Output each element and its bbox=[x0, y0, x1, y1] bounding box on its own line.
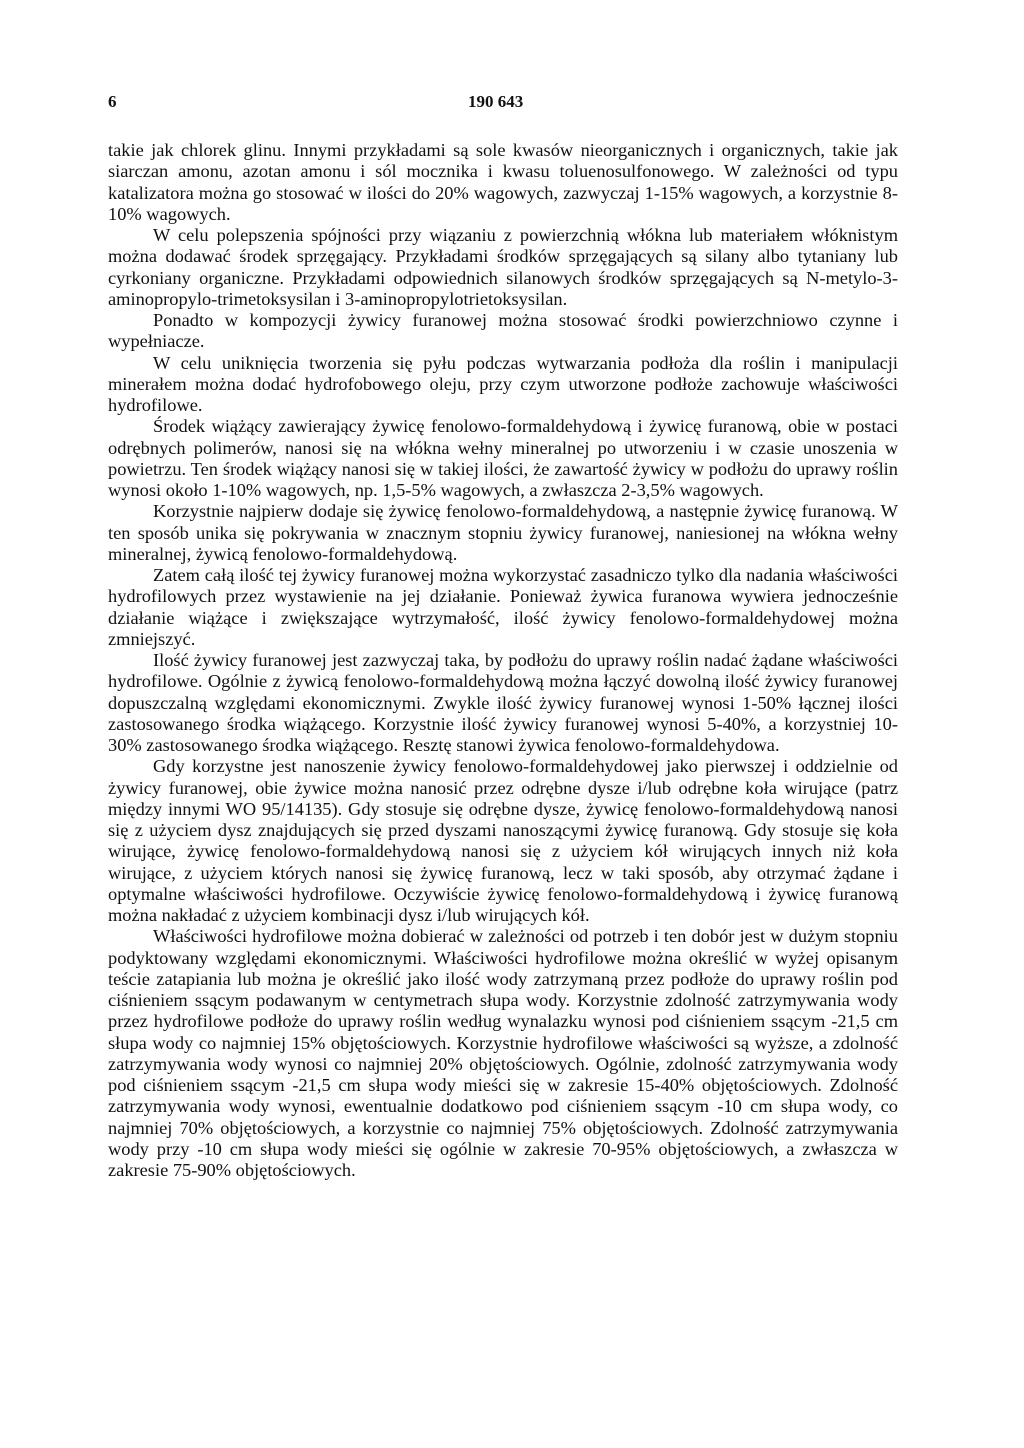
paragraph-application-order: Korzystnie najpierw dodaje się żywicę fenolowo-formaldehydową, a następnie żywicę furanową. W ten sposób unika się pokrywania w znacznym stopniu żywicy furanowej, naniesionej na włókna wełny mineralnej, żywicą fenolowo-formaldehydową. bbox=[108, 501, 898, 564]
page-number: 6 bbox=[108, 92, 117, 111]
paragraph-coupling-agent: W celu polepszenia spójności przy wiązaniu z powierzchnią włókna lub materiałem włóknistym można dodawać środek sprzęgający. Przykładami środków sprzęgających są silany albo tytaniany lub cyrkoniany organiczne. Przykładami odpowiednich silanowych środków sprzęgających są N-metylo-3-aminopropylo-trimetoksysilan i 3-aminopropylotrietoksysilan. bbox=[108, 225, 898, 309]
document-number: 190 643 bbox=[468, 92, 524, 111]
paragraph-nozzles-wheels: Gdy korzystne jest nanoszenie żywicy fenolowo-formaldehydowej jako pierwszej i oddzielnie od żywicy furanowej, obie żywice można nanosić przez odrębne dysze i/lub odrębne koła wirujące (patrz między innymi WO 95/14135). Gdy stosuje się odrębne dysze, żywicę fenolowo-formaldehydową nanosi się z użyciem dysz znajdujących się przed dyszami nanoszącymi żywicę furanową. Gdy stosuje się koła wirujące, żywicę fenolowo-formaldehydową nanosi się z użyciem kół wirujących innych niż koła wirujące, z użyciem których nanosi się żywicę furanową, lecz w taki sposób, aby otrzymać żądane i optymalne właściwości hydrofilowe. Oczywiście żywicę fenolowo-formaldehydową i żywicę furanową można nakładać z użyciem kombinacji dysz i/lub wirujących kół. bbox=[108, 756, 898, 925]
paragraph-dust-prevention: W celu uniknięcia tworzenia się pyłu podczas wytwarzania podłoża dla roślin i manipulacji minerałem można dodać hydrofobowego oleju, przy czym utworzone podłoże zachowuje właściwości hydrofilowe. bbox=[108, 352, 898, 415]
paragraph-hydrophilic-use: Zatem całą ilość tej żywicy furanowej można wykorzystać zasadniczo tylko dla nadania właściwości hydrofilowych przez wystawienie na jej działanie. Ponieważ żywica furanowa wywiera jednocześnie działanie wiążące i zwiększające wytrzymałość, ilość żywicy fenolowo-formaldehydowej można zmniejszyć. bbox=[108, 565, 898, 649]
paragraph-binder-application: Środek wiążący zawierający żywicę fenolowo-formaldehydową i żywicę furanową, obie w postaci odrębnych polimerów, nanosi się na włókna wełny mineralnej po utworzeniu i w czasie unoszenia w powietrzu. Ten środek wiążący nanosi się w takiej ilości, że zawartość żywicy w podłożu do uprawy roślin wynosi około 1-10% wagowych, np. 1,5-5% wagowych, a zwłaszcza 2-3,5% wagowych. bbox=[108, 416, 898, 500]
paragraph-catalyst: takie jak chlorek glinu. Innymi przykładami są sole kwasów nieorganicznych i organicznych, takie jak siarczan amonu, azotan amonu i sól mocznika i kwasu toluenosulfonowego. W zależności od typu katalizatora można go stosować w ilości do 20% wagowych, zazwyczaj 1-15% wagowych, a korzystnie 8-10% wagowych. bbox=[108, 140, 898, 224]
paragraph-furan-amount: Ilość żywicy furanowej jest zazwyczaj taka, by podłożu do uprawy roślin nadać żądane właściwości hydrofilowe. Ogólnie z żywicą fenolowo-formaldehydową można łączyć dowolną ilość żywicy furanowej dopuszczalną względami ekonomicznymi. Zwykle ilość żywicy furanowej wynosi 1-50% łącznej ilości zastosowanego środka wiążącego. Korzystnie ilość żywicy furanowej wynosi 5-40%, a korzystniej 10-30% zastosowanego środka wiążącego. Resztę stanowi żywica fenolowo-formaldehydowa. bbox=[108, 650, 898, 755]
body-text bbox=[108, 140, 898, 1181]
paragraph-surfactants: Ponadto w kompozycji żywicy furanowej można stosować środki powierzchniowo czynne i wypełniacze. bbox=[108, 310, 898, 352]
paragraph-water-retention: Właściwości hydrofilowe można dobierać w zależności od potrzeb i ten dobór jest w dużym stopniu podyktowany względami ekonomicznymi. Właściwości hydrofilowe można określić w wyżej opisanym teście zatapiania lub można je określić jako ilość wody zatrzymaną przez podłoże do uprawy roślin pod ciśnieniem ssącym podawanym w centymetrach słupa wody. Korzystnie zdolność zatrzymywania wody przez hydrofilowe podłoże do uprawy roślin według wynalazku wynosi pod ciśnieniem ssącym -21,5 cm słupa wody co najmniej 15% objętościowych. Korzystnie hydrofilowe właściwości są wyższe, a zdolność zatrzymywania wody wynosi co najmniej 20% objętościowych. Ogólnie, zdolność zatrzymywania wody pod ciśnieniem ssącym -21,5 cm słupa wody mieści się w zakresie 15-40% objętościowych. Zdolność zatrzymywania wody wynosi, ewentualnie dodatkowo pod ciśnieniem ssącym -10 cm słupa wody, co najmniej 70% objętościowych, a korzystnie co najmniej 75% objętościowych. Zdolność zatrzymywania wody przy -10 cm słupa wody mieści się ogólnie w zakresie 70-95% objętościowych, a zwłaszcza w zakresie 75-90% objętościowych. bbox=[108, 926, 898, 1180]
